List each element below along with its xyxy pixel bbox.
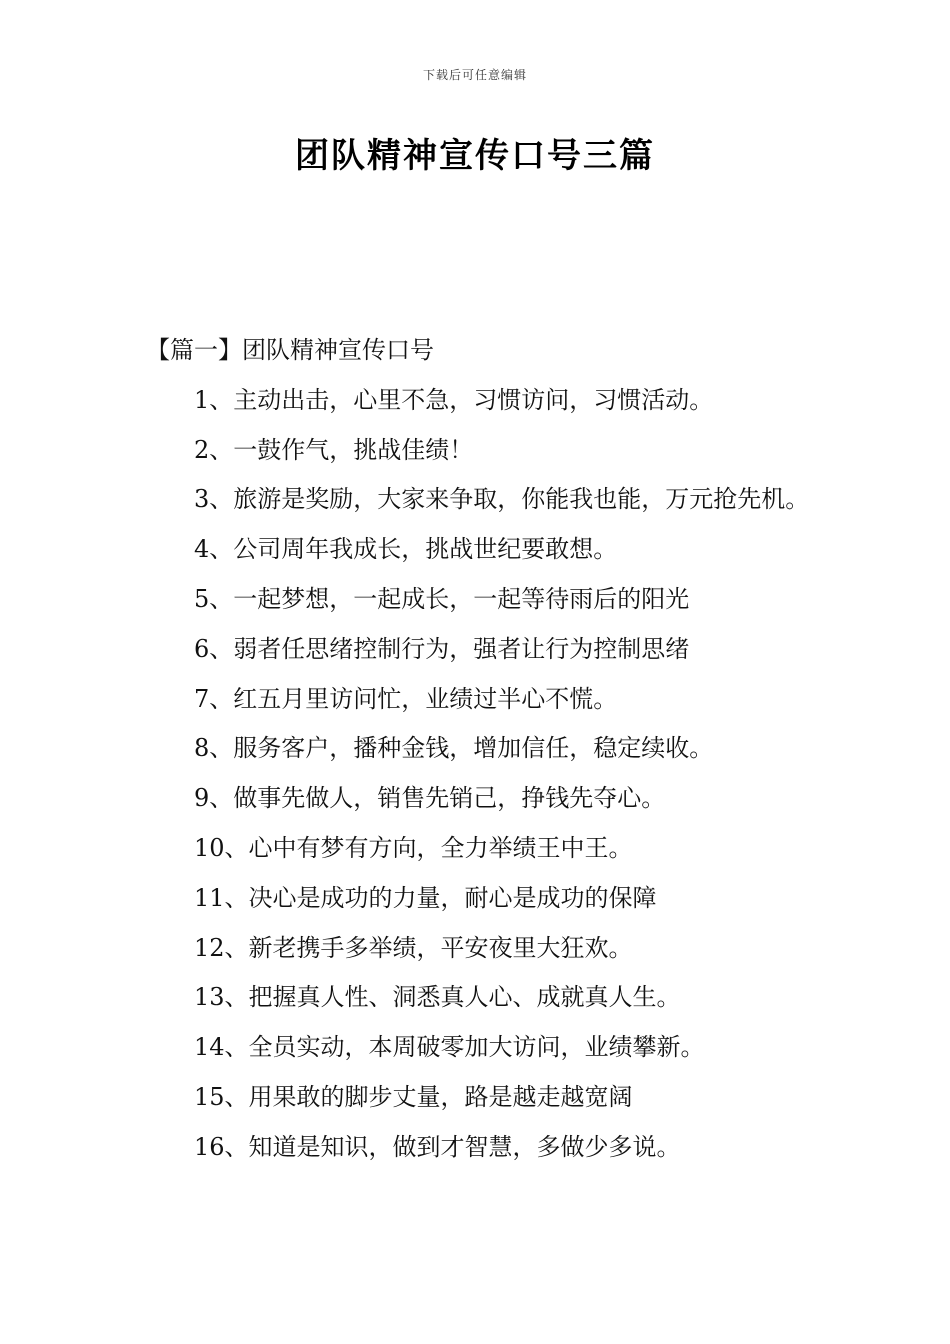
list-item: 6、弱者任思绪控制行为，强者让行为控制思绪 bbox=[194, 634, 690, 663]
list-item: 2、一鼓作气，挑战佳绩！ bbox=[194, 435, 474, 464]
list-item: 1、主动出击，心里不急，习惯访问，习惯活动。 bbox=[194, 385, 714, 414]
document-body bbox=[146, 326, 810, 1173]
list-item: 3、旅游是奖励，大家来争取，你能我也能，万元抢先机。 bbox=[194, 485, 810, 514]
section-heading: 【篇一】团队精神宣传口号 bbox=[146, 336, 434, 364]
list-item: 8、服务客户，播种金钱，增加信任，稳定续收。 bbox=[194, 734, 714, 763]
list-item: 10、心中有梦有方向，全力举绩王中王。 bbox=[194, 833, 633, 862]
list-item: 5、一起梦想，一起成长，一起等待雨后的阳光 bbox=[194, 584, 690, 613]
list-item: 12、新老携手多举绩，平安夜里大狂欢。 bbox=[194, 933, 633, 962]
list-item: 7、红五月里访问忙，业绩过半心不慌。 bbox=[194, 684, 618, 713]
header-note: 下载后可任意编辑 bbox=[422, 68, 527, 82]
list-item: 4、公司周年我成长，挑战世纪要敢想。 bbox=[194, 535, 618, 564]
list-item: 14、全员实动，本周破零加大访问，业绩攀新。 bbox=[194, 1033, 705, 1062]
list-item: 11、决心是成功的力量，耐心是成功的保障 bbox=[194, 883, 657, 912]
list-item: 15、用果敢的脚步丈量，路是越走越宽阔 bbox=[194, 1082, 633, 1111]
list-item: 16、知道是知识，做到才智慧，多做少多说。 bbox=[194, 1132, 681, 1161]
list-item: 13、把握真人性、洞悉真人心、成就真人生。 bbox=[194, 983, 681, 1012]
list-item: 9、做事先做人，销售先销己，挣钱先夺心。 bbox=[194, 784, 666, 813]
document-title: 团队精神宣传口号三篇 bbox=[295, 136, 655, 176]
